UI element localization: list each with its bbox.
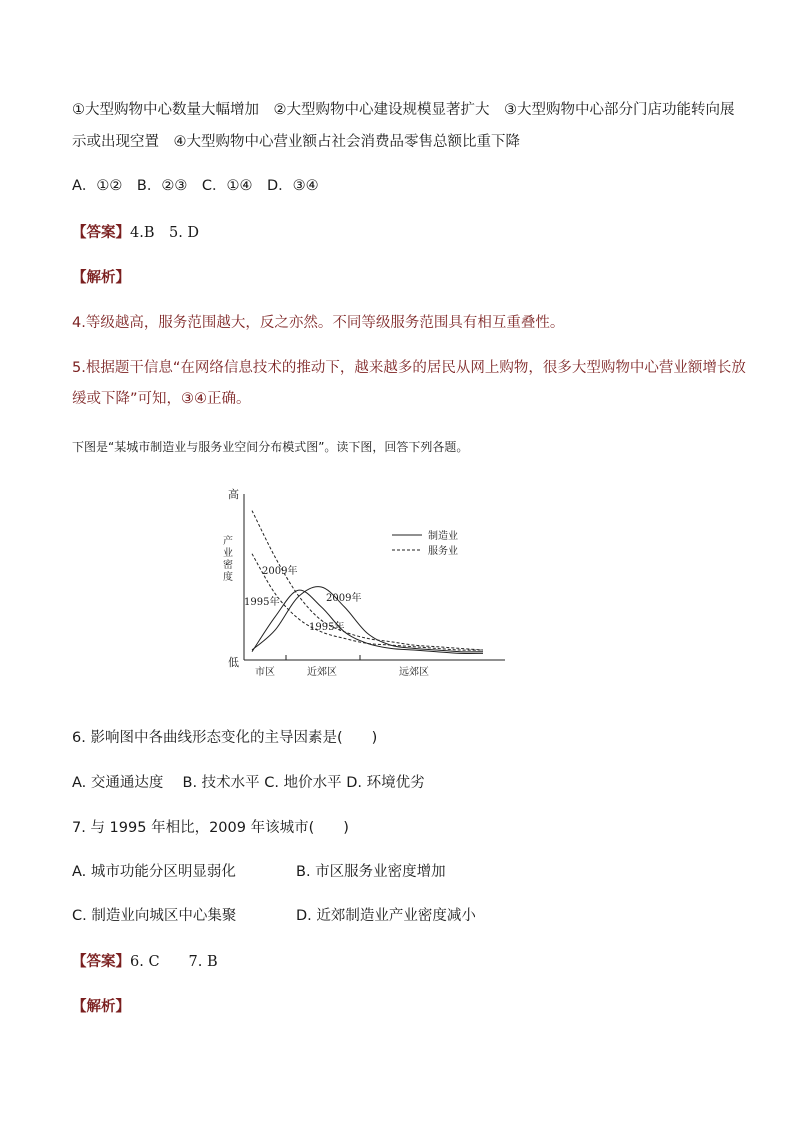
q7-choice-a: A. 城市功能分区明显弱化	[72, 864, 236, 880]
x-zone-label: 近郊区	[307, 667, 337, 678]
curve-annotation: 2009年	[326, 593, 362, 604]
legend-label: 制造业	[428, 531, 458, 542]
y-axis-label-char: 密	[223, 560, 233, 571]
curve-annotation: 1995年	[309, 622, 345, 633]
answer-label: 【答案】	[72, 954, 130, 970]
curve-annotation: 2009年	[262, 566, 298, 577]
answer-text: 4.B 5. D	[130, 225, 200, 241]
distribution-chart	[220, 482, 520, 682]
analysis-block-1	[72, 268, 130, 288]
x-zone-label: 远郊区	[399, 667, 429, 678]
q7-choice-b: B. 市区服务业密度增加	[296, 864, 446, 880]
q7-stem: 7. 与 1995 年相比，2009 年该城市( )	[72, 820, 349, 836]
q45-choices: A．①② B．②③ C．①④ D．③④	[72, 178, 319, 194]
y-axis-label-char: 产	[223, 536, 233, 547]
q6-stem: 6. 影响图中各曲线形态变化的主导因素是( )	[72, 730, 378, 746]
q6-choices: A. 交通通达度 B. 技术水平 C. 地价水平 D. 环境优劣	[72, 775, 425, 791]
q7-choice-d: D. 近郊制造业产业密度减小	[296, 908, 476, 924]
figure-intro: 下图是“某城市制造业与服务业空间分布模式图”。读下图，回答下列各题。	[72, 440, 469, 454]
series-curve-3	[252, 590, 483, 653]
y-low-label: 低	[228, 656, 239, 669]
analysis-label: 【解析】	[72, 999, 130, 1015]
analysis-block-2	[72, 997, 130, 1017]
answer-block-1	[72, 223, 199, 243]
y-high-label: 高	[228, 488, 239, 501]
y-axis-label-char: 业	[223, 548, 233, 559]
q45-options-line-1: ①大型购物中心数量大幅增加 ②大型购物中心建设规模显著扩大 ③大型购物中心部分门店功能转向展	[72, 102, 735, 118]
explanation-4: 4.等级越高，服务范围越大，反之亦然。不同等级服务范围具有相互重叠性。	[72, 315, 565, 331]
answer-text: 6. C 7. B	[130, 954, 218, 970]
explanation-5-line-1: 5.根据题干信息“在网络信息技术的推动下，越来越多的居民从网上购物，很多大型购物中心营业额增长放	[72, 360, 746, 376]
answer-block-2	[72, 952, 218, 972]
q7-choice-c: C. 制造业向城区中心集聚	[72, 908, 237, 924]
answer-label: 【答案】	[72, 225, 130, 241]
analysis-label: 【解析】	[72, 270, 130, 286]
y-axis-label-char: 度	[223, 572, 233, 583]
q45-options-line-2: 示或出现空置 ④大型购物中心营业额占社会消费品零售总额比重下降	[72, 134, 520, 150]
series-curve-2	[252, 587, 483, 652]
legend-label: 服务业	[428, 546, 458, 557]
explanation-5-line-2: 缓或下降”可知，③④正确。	[72, 391, 251, 407]
x-zone-label: 市区	[255, 667, 275, 678]
curve-annotation: 1995年	[244, 597, 280, 608]
